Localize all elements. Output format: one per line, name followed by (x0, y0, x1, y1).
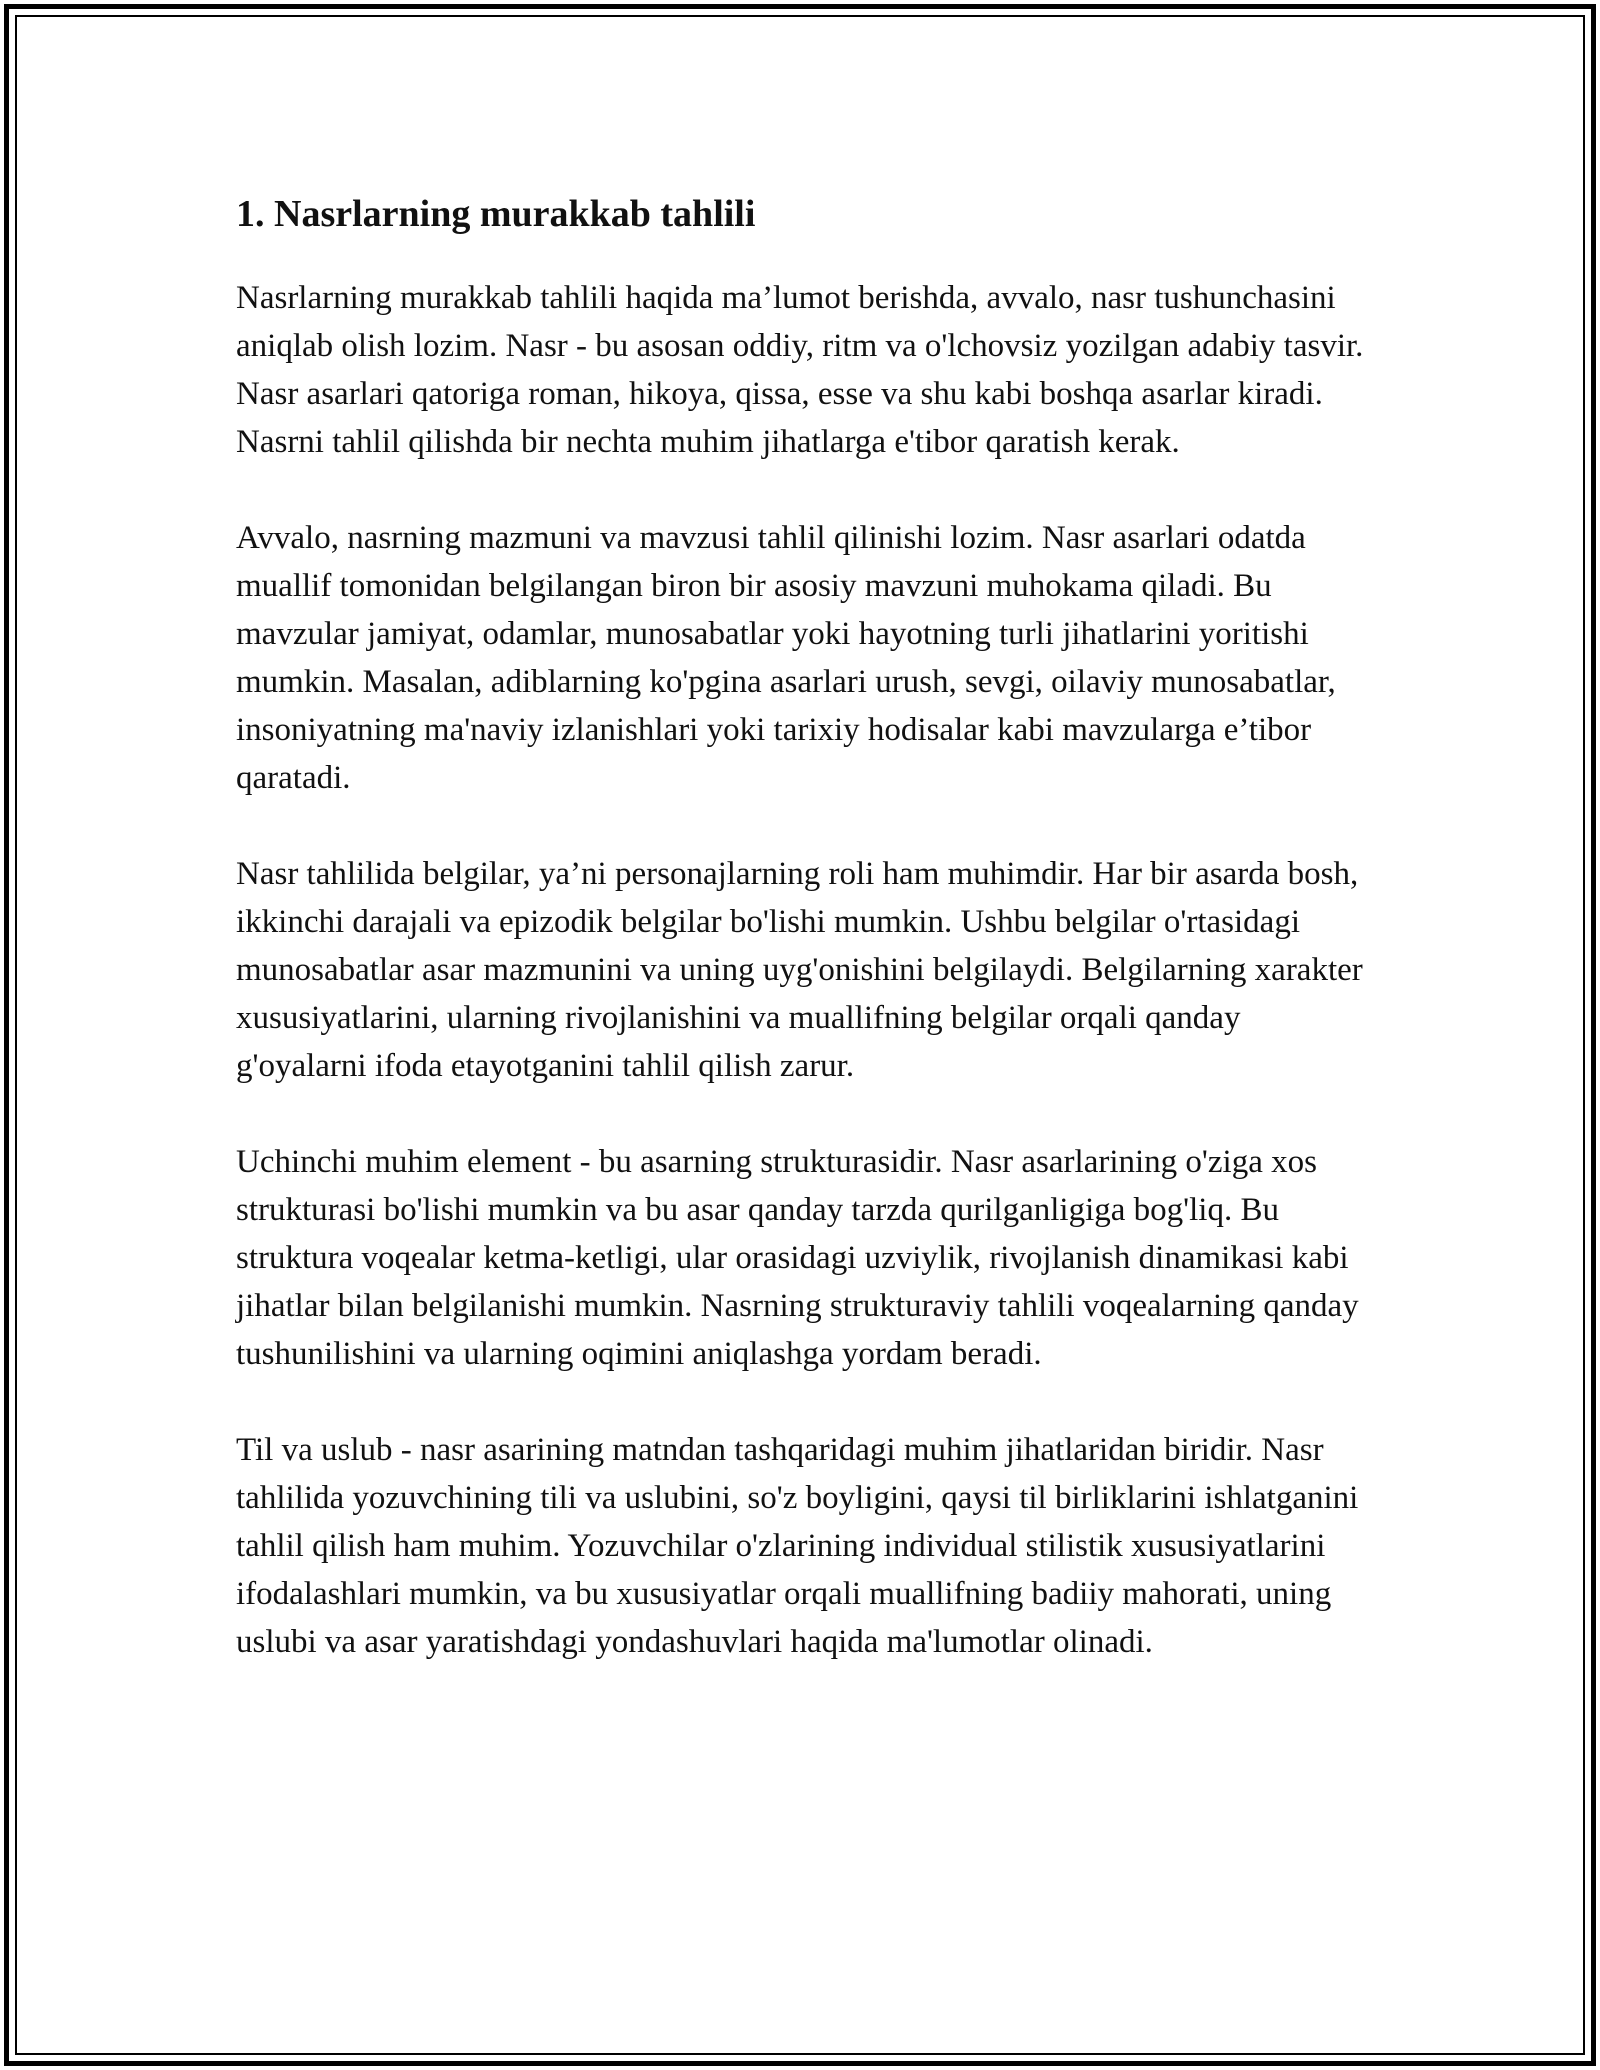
document-body (236, 186, 1366, 1714)
paragraph-theme: Avvalo, nasrning mazmuni va mavzusi tahlil qilinishi lozim. Nasr asarlari odatda muallif tomonidan belgilangan biron bir asosiy mavzuni muhokama qiladi. Bu mavzular jamiyat, odamlar, munosabatlar yoki hayotning turli jihatlarini yoritishi mumkin. Masalan, adiblarning ko'pgina asarlari urush, sevgi, oilaviy munosabatlar, insoniyatning ma'naviy izlanishlari yoki tarixiy hodisalar kabi mavzularga e’tibor qaratadi. (236, 520, 1336, 796)
paragraph-structure: Uchinchi muhim element - bu asarning strukturasidir. Nasr asarlarining o'ziga xos strukturasi bo'lishi mumkin va bu asar qanday tarzda qurilganligiga bog'liq. Bu struktura voqealar ketma-ketligi, ular orasidagi uzviylik, rivojlanish dinamikasi kabi jihatlar bilan belgilanishi mumkin. Nasrning strukturaviy tahlili voqealarning qanday tushunilishini va ularning oqimini aniqlashga yordam beradi. (236, 1144, 1359, 1372)
document-title: 1. Nasrlarning murakkab tahlili (236, 193, 756, 235)
paragraph-characters: Nasr tahlilida belgilar, ya’ni personajlarning roli ham muhimdir. Har bir asarda bosh, ikkinchi darajali va epizodik belgilar bo'lishi mumkin. Ushbu belgilar o'rtasidagi munosabatlar asar mazmunini va uning uyg'onishini belgilaydi. Belgilarning xarakter xususiyatlarini, ularning rivojlanishini va muallifning belgilar orqali qanday g'oyalarni ifoda etayotganini tahlil qilish zarur. (236, 856, 1363, 1084)
paragraph-intro: Nasrlarning murakkab tahlili haqida ma’lumot berishda, avvalo, nasr tushunchasini aniqlab olish lozim. Nasr - bu asosan oddiy, ritm va o'lchovsiz yozilgan adabiy tasvir. Nasr asarlari qatoriga roman, hikoya, qissa, esse va shu kabi boshqa asarlar kiradi. Nasrni tahlil qilishda bir nechta muhim jihatlarga e'tibor qaratish kerak. (236, 280, 1364, 460)
paragraph-language-style: Til va uslub - nasr asarining matndan tashqaridagi muhim jihatlaridan biridir. Nasr tahlilida yozuvchining tili va uslubini, so'z boyligini, qaysi til birliklarini ishlatganini tahlil qilish ham muhim. Yozuvchilar o'zlarining individual stilistik xususiyatlarini ifodalashlari mumkin, va bu xususiyatlar orqali muallifning badiiy mahorati, uning uslubi va asar yaratishdagi yondashuvlari haqida ma'lumotlar olinadi. (236, 1432, 1359, 1660)
